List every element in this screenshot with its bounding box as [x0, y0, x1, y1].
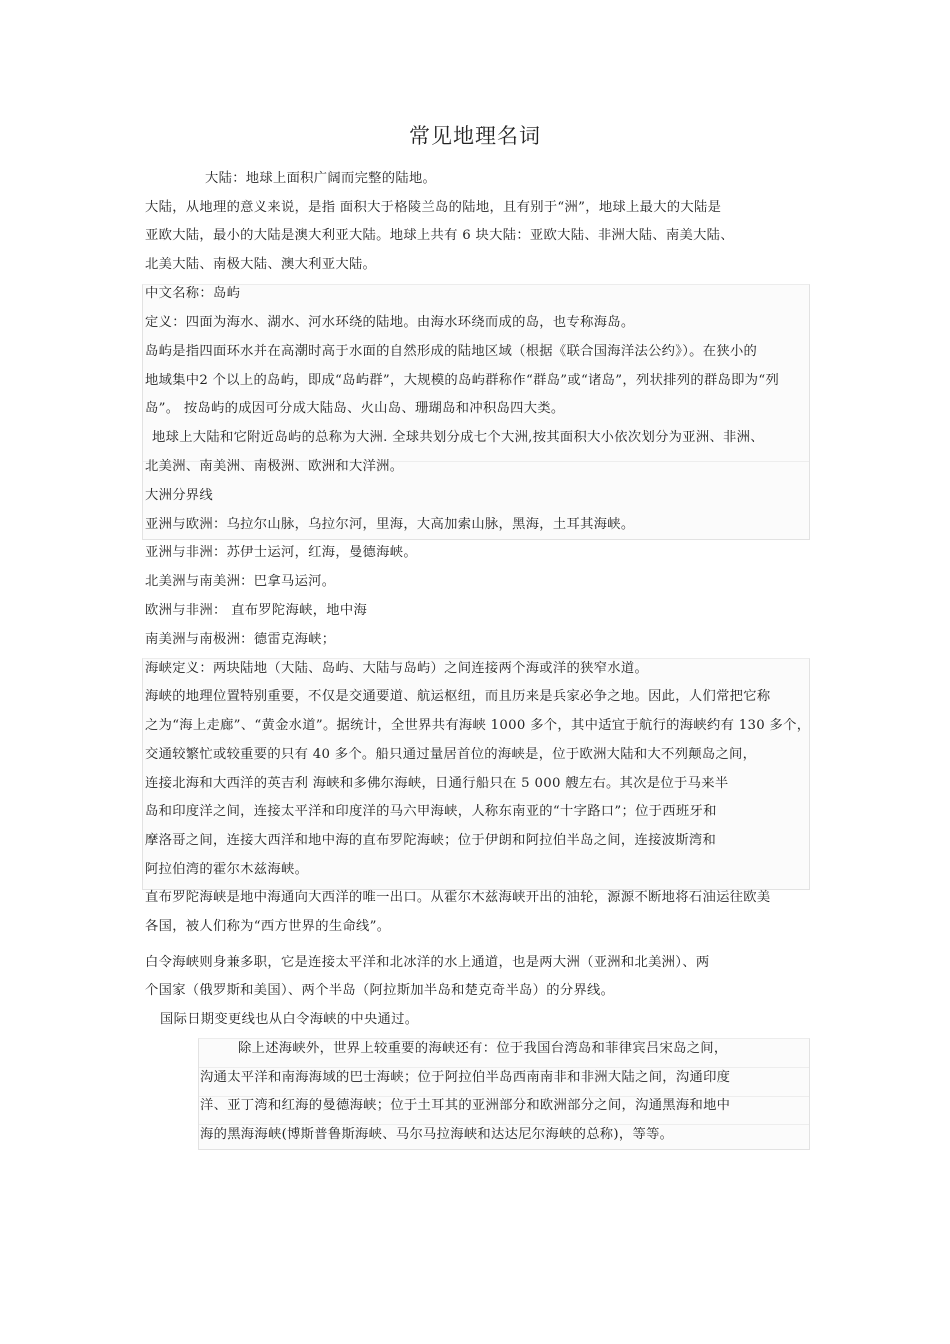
text-line: 大洲分界线	[145, 488, 213, 503]
text-line: 白令海峡则身兼多职，它是连接太平洋和北冰洋的水上通道，也是两大洲（亚洲和北美洲）、两	[145, 955, 710, 970]
text-line: 大陆：地球上面积广阔而完整的陆地。	[205, 171, 437, 186]
text-line: 之为“海上走廊”、“黄金水道”。据统计，全世界共有海峡 1000 多个，其中适宜于航行的海峡约有 130 多个，	[145, 718, 811, 733]
text-line: 国际日期变更线也从白令海峡的中央通过。	[160, 1012, 419, 1027]
text-line: 亚洲与非洲：苏伊士运河，红海，曼德海峡。	[145, 545, 417, 560]
text-line: 除上述海峡外，世界上较重要的海峡还有：位于我国台湾岛和菲律宾吕宋岛之间，	[238, 1041, 728, 1056]
text-line: 摩洛哥之间，连接大西洋和地中海的直布罗陀海峡；位于伊朗和阿拉伯半岛之间，连接波斯湾和	[145, 833, 717, 848]
text-line: 定义：四面为海水、湖水、河水环绕的陆地。由海水环绕而成的岛，也专称海岛。	[145, 315, 635, 330]
text-line: 亚洲与欧洲：乌拉尔山脉，乌拉尔河，里海，大高加索山脉，黑海，土耳其海峡。	[145, 517, 635, 532]
text-line: 北美洲、南美洲、南极洲、欧洲和大洋洲。	[145, 459, 404, 474]
text-line: 欧洲与非洲： 直布罗陀海峡，地中海	[145, 603, 368, 618]
text-line: 洋、亚丁湾和红海的曼德海峡；位于土耳其的亚洲部分和欧洲部分之间，沟通黑海和地中	[200, 1098, 731, 1113]
text-line: 海的黑海海峡(博斯普鲁斯海峡、马尔马拉海峡和达达尼尔海峡的总称)，等等。	[200, 1127, 674, 1142]
text-line: 岛和印度洋之间，连接太平洋和印度洋的马六甲海峡，人称东南亚的“十字路口”；位于西班牙和	[145, 804, 717, 819]
text-line: 个国家（俄罗斯和美国）、两个半岛（阿拉斯加半岛和楚克奇半岛）的分界线。	[145, 983, 615, 998]
text-line: 南美洲与南极洲：德雷克海峡；	[145, 632, 336, 647]
text-line: 岛屿是指四面环水并在高潮时高于水面的自然形成的陆地区域（根据《联合国海洋法公约》）。在狭小的	[145, 344, 758, 359]
text-line: 各国，被人们称为“西方世界的生命线”。	[145, 919, 391, 934]
text-line: 北美大陆、南极大陆、澳大利亚大陆。	[145, 257, 377, 272]
text-line: 亚欧大陆，最小的大陆是澳大利亚大陆。地球上共有 6 块大陆：亚欧大陆、非洲大陆、南美大陆、	[145, 228, 734, 243]
text-line: 岛”。 按岛屿的成因可分成大陆岛、火山岛、珊瑚岛和冲积岛四大类。	[145, 401, 565, 416]
text-line: 连接北海和大西洋的英吉利 海峡和多佛尔海峡，日通行船只在 5 000 艘左右。其次是位于马来半	[145, 776, 729, 791]
text-line: 地球上大陆和它附近岛屿的总称为大洲. 全球共划分成七个大洲,按其面积大小依次划分为亚洲、非洲、	[152, 430, 764, 445]
page-title: 常见地理名词	[409, 124, 541, 148]
text-line: 地域集中2 个以上的岛屿，即成“岛屿群”，大规模的岛屿群称作“群岛”或“诸岛”，列状排列的群岛即为“列	[145, 373, 780, 388]
text-line: 沟通太平洋和南海海域的巴士海峡；位于阿拉伯半岛西南南非和非洲大陆之间，沟通印度	[200, 1070, 731, 1085]
text-line: 海峡定义：两块陆地（大陆、岛屿、大陆与岛屿）之间连接两个海或洋的狭窄水道。	[145, 661, 649, 676]
text-line: 阿拉伯湾的霍尔木兹海峡。	[145, 862, 309, 877]
text-line: 大陆，从地理的意义来说，是指 面积大于格陵兰岛的陆地，且有别于“洲”，地球上最大的大陆是	[145, 200, 722, 215]
text-line: 直布罗陀海峡是地中海通向大西洋的唯一出口。从霍尔木兹海峡开出的油轮，源源不断地将石油运往欧美	[145, 890, 771, 905]
text-line: 北美洲与南美洲：巴拿马运河。	[145, 574, 336, 589]
text-line: 海峡的地理位置特别重要，不仅是交通要道、航运枢纽，而且历来是兵家必争之地。因此，人们常把它称	[145, 689, 771, 704]
text-line: 中文名称：岛屿	[145, 286, 241, 301]
text-line: 交通较繁忙或较重要的只有 40 多个。船只通过量居首位的海峡是，位于欧洲大陆和大不列颠岛之间，	[145, 747, 757, 762]
